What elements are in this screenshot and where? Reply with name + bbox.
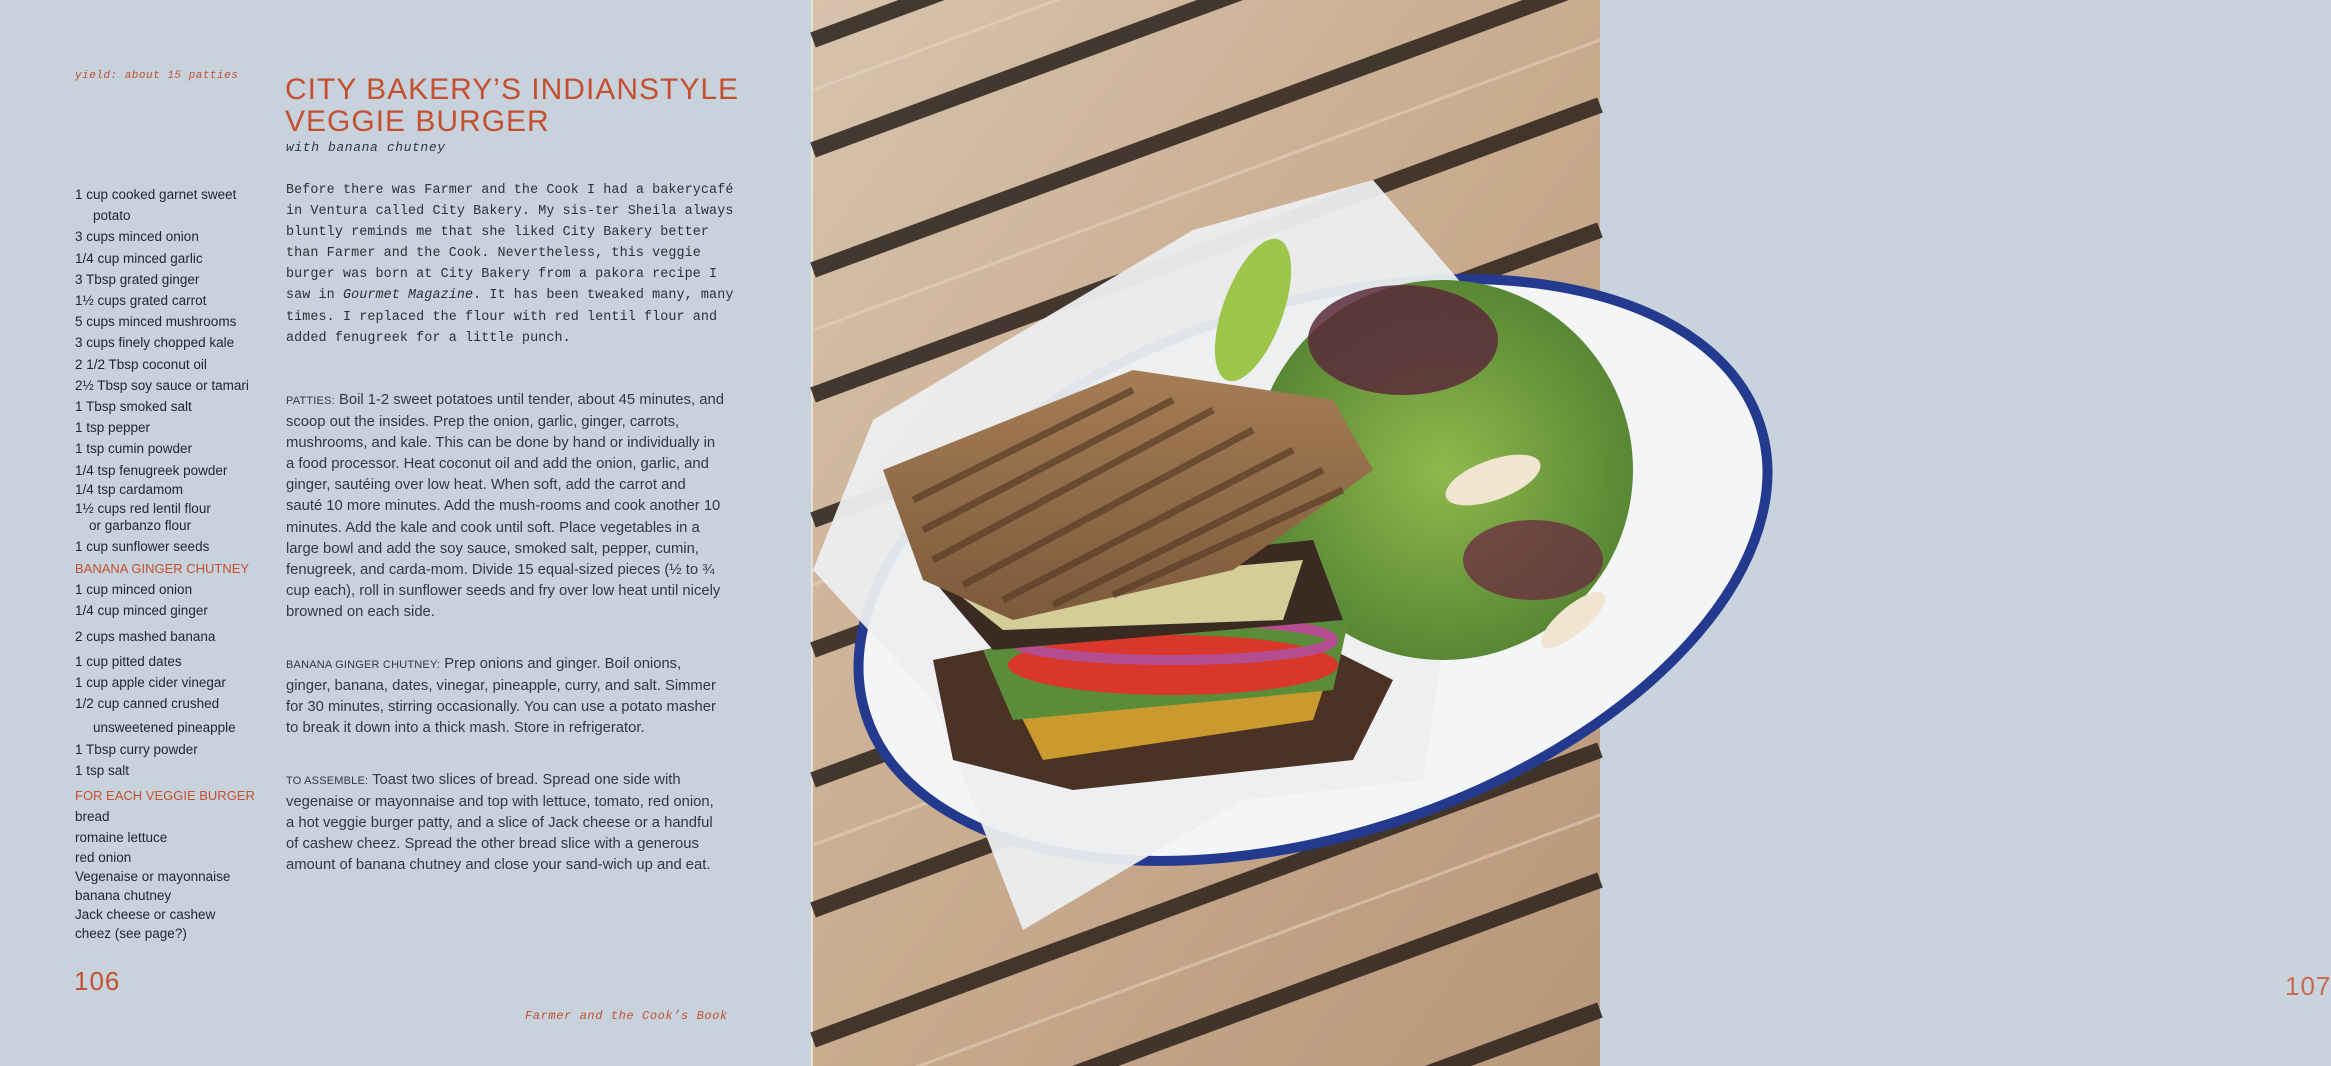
ingredient-list xyxy=(75,184,275,944)
page-number-left: 106 xyxy=(74,966,121,996)
ingredient-item: 1½ cups grated carrot xyxy=(75,293,207,309)
ingredient-item: 2 1/2 Tbsp coconut oil xyxy=(75,356,207,372)
step-label: BANANA GINGER CHUTNEY: xyxy=(286,659,441,671)
assembly-item: bread xyxy=(75,809,110,825)
ingredient-item: 1/4 tsp cardamom xyxy=(75,481,184,497)
assembly-item: banana chutney xyxy=(75,887,172,903)
ingredient-item: 1 cup sunflower seeds xyxy=(75,538,210,554)
assembly-item: Vegenaise or mayonnaise xyxy=(75,868,231,884)
ingredient-item: 1 cup cooked garnet sweet potato xyxy=(75,187,237,224)
step-label: TO ASSEMBLE: xyxy=(286,775,369,787)
ingredient-item: 3 cups finely chopped kale xyxy=(75,335,235,351)
burger-photo xyxy=(813,0,2331,1066)
ingredient-item: 1 tsp pepper xyxy=(75,420,151,436)
chutney-item: 1 tsp salt xyxy=(75,762,130,778)
ingredient-item: 1 Tbsp smoked salt xyxy=(75,399,192,415)
recipe-title-line-1: CITY BAKERY’S INDIANSTYLE xyxy=(285,73,740,106)
chutney-item: 1/4 cup minced ginger xyxy=(75,603,208,619)
chutney-item: 1 cup minced onion xyxy=(75,582,193,598)
method-chutney: BANANA GINGER CHUTNEY: Prep onions and ginger. Boil onions, ginger, banana, dates, vinegar, pineapple, curry, and salt. Simmer for 30 minutes, stirring occasionally. You can use a potato masher to break it down into a thick mash. Store in refrigerator. xyxy=(286,656,716,737)
ingredient-item: 3 Tbsp grated ginger xyxy=(75,271,200,287)
red-lettuce xyxy=(1308,285,1498,395)
method-assemble: TO ASSEMBLE: Toast two slices of bread. Spread one side with vegenaise or mayonnaise and top with lettuce, tomato, red onion, a hot veggie burger patty, and a slice of Jack cheese or a handful of cashew cheez. Spread the other bread slice with a generous amount of banana chutney and close your sand-wich up and eat. xyxy=(286,772,714,874)
page-number-right: 107 xyxy=(2285,971,2331,1001)
chutney-heading: BANANA GINGER CHUTNEY xyxy=(75,561,250,577)
ingredient-item: 3 cups minced onion xyxy=(75,229,199,245)
chutney-item: 2 cups mashed banana xyxy=(75,628,216,644)
assembly-item: cheez (see page?) xyxy=(75,925,187,941)
left-page xyxy=(0,0,813,1066)
burger-photo-illustration xyxy=(813,0,1600,1066)
recipe-subtitle: with banana chutney xyxy=(286,140,446,155)
chutney-item: 1 cup pitted dates xyxy=(75,653,182,669)
book-footer: Farmer and the Cook’s Book xyxy=(525,1009,728,1023)
ingredient-item: 5 cups minced mushrooms xyxy=(75,314,237,330)
assembly-item: red onion xyxy=(75,849,132,865)
assembly-heading: FOR EACH VEGGIE BURGER xyxy=(75,788,255,804)
ingredient-item: 2½ Tbsp soy sauce or tamari xyxy=(75,377,249,393)
assembly-item: romaine lettuce xyxy=(75,830,168,846)
chutney-item: 1 cup apple cider vinegar xyxy=(75,675,226,691)
step-label: PATTIES: xyxy=(286,395,335,407)
ingredient-item: 1/4 cup minced garlic xyxy=(75,250,203,266)
chutney-item: 1 Tbsp curry powder xyxy=(75,741,198,757)
yield-note: yield: about 15 patties xyxy=(75,70,239,82)
recipe-intro: Before there was Farmer and the Cook I had a bakerycafé in Ventura called City Bakery. My sis-ter Sheila always bluntly reminds me that she liked City Bakery better than Farmer and the Cook. Nevertheless, this veggie burger was born at City Bakery from a pakora recipe I saw in Gourmet Magazine. It has been tweaked many, many times. I replaced the flour with red lentil flour and added fenugreek for a little punch. xyxy=(286,183,734,346)
assembly-item: Jack cheese or cashew xyxy=(75,906,216,922)
ingredient-item: 1 tsp cumin powder xyxy=(75,441,193,457)
method-patties: PATTIES: Boil 1-2 sweet potatoes until tender, about 45 minutes, and scoop out the insides. Prep the onion, garlic, ginger, carrots, mushrooms, and kale. This can be done by hand or individually in a food processor. Heat coconut oil and add the onion, garlic, and ginger, sautéing over low heat. When soft, add the carrot and sauté 10 more minutes. Add the mush-rooms and cook another 10 minutes. Add the kale and cook until soft. Place vegetables in a large bowl and add the soy sauce, smoked salt, pepper, cumin, fenugreek, and carda-mom. Divide 15 equal-sized pieces (½ to ¾ cup each), roll in sunflower seeds and fry over low heat until nicely browned on each side. xyxy=(286,392,724,620)
chutney-item: 1/2 cup canned crushed unsweetened pineapple xyxy=(75,696,236,736)
ingredient-item: 1/4 tsp fenugreek powder xyxy=(75,462,228,478)
ingredient-item: 1½ cups red lentil flour or garbanzo flour xyxy=(75,500,211,533)
recipe-title xyxy=(285,74,755,138)
magazine-name: Gourmet Magazine xyxy=(342,288,474,304)
recipe-title-line-2: VEGGIE BURGER xyxy=(285,105,550,138)
